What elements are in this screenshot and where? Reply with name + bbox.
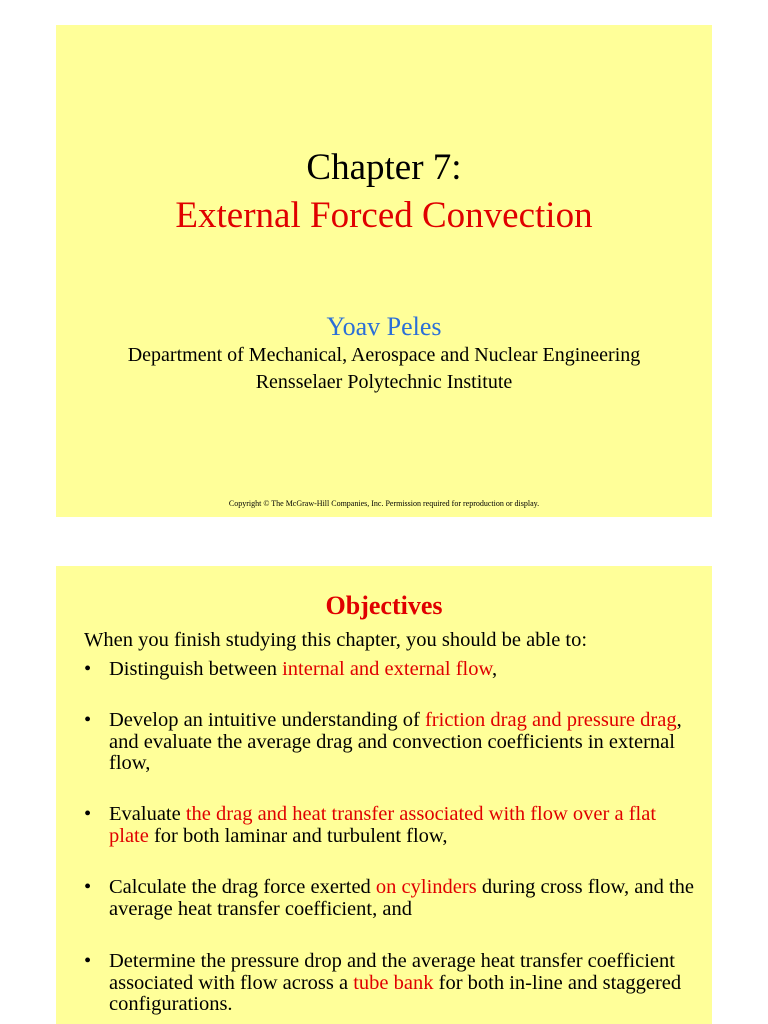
objective-text [109, 804, 694, 847]
affiliation-institute: Rensselaer Polytechnic Institute [255, 371, 513, 393]
objectives-title: Objectives [325, 591, 443, 620]
bullet-point: • [84, 709, 92, 731]
objective-text-plain: Develop an intuitive understanding of [109, 709, 425, 731]
objective-text-plain: Evaluate [109, 803, 186, 825]
objective-text-highlight: the drag and heat transfer associated with flow over a flat plate [109, 803, 657, 847]
bullet-point: • [84, 876, 92, 898]
objective-text-plain: Calculate the drag force exerted [109, 876, 376, 898]
objective-text [109, 951, 694, 1016]
copyright-notice: Copyright © The McGraw-Hill Companies, Inc. Permission required for reproduction or display. [228, 499, 540, 508]
author-name: Yoav Peles [326, 312, 442, 341]
objective-item [84, 877, 694, 920]
chapter-number-title: Chapter 7: [306, 147, 462, 188]
objective-text-plain: , and evaluate the average drag and convection coefficients in external flow, [109, 709, 682, 774]
objective-text-plain: during cross flow, and the average heat transfer coefficient, and [109, 876, 694, 920]
bullet-point: • [84, 658, 92, 680]
objective-text-plain: for both in-line and staggered configurations. [109, 971, 682, 1015]
objective-text-plain: for both laminar and turbulent flow, [148, 824, 448, 847]
objective-item [84, 659, 694, 681]
objective-item [84, 951, 694, 1016]
objectives-intro: When you finish studying this chapter, you should be able to: [84, 629, 588, 651]
objective-item [84, 710, 694, 775]
objective-text-plain: , [491, 658, 498, 680]
objective-text-plain: Determine the pressure drop and the average heat transfer coefficient associated with flow across a [109, 950, 675, 994]
objective-text-highlight: friction drag and pressure drag [424, 709, 677, 731]
objective-text-highlight: tube bank [353, 971, 434, 994]
objective-item [84, 804, 694, 847]
title-slide [56, 25, 712, 517]
bullet-point: • [84, 803, 92, 825]
objective-text [109, 710, 694, 775]
chapter-name-title: External Forced Convection [175, 195, 593, 236]
affiliation-department: Department of Mechanical, Aerospace and Nuclear Engineering [127, 344, 641, 366]
objective-text [109, 877, 694, 920]
objectives-slide [56, 566, 712, 1024]
objective-text-highlight: on cylinders [375, 876, 477, 898]
objective-text-plain: Distinguish between [109, 658, 283, 680]
objective-text [109, 659, 694, 681]
bullet-point: • [84, 950, 92, 972]
objective-text-highlight: internal and external flow [282, 658, 492, 680]
